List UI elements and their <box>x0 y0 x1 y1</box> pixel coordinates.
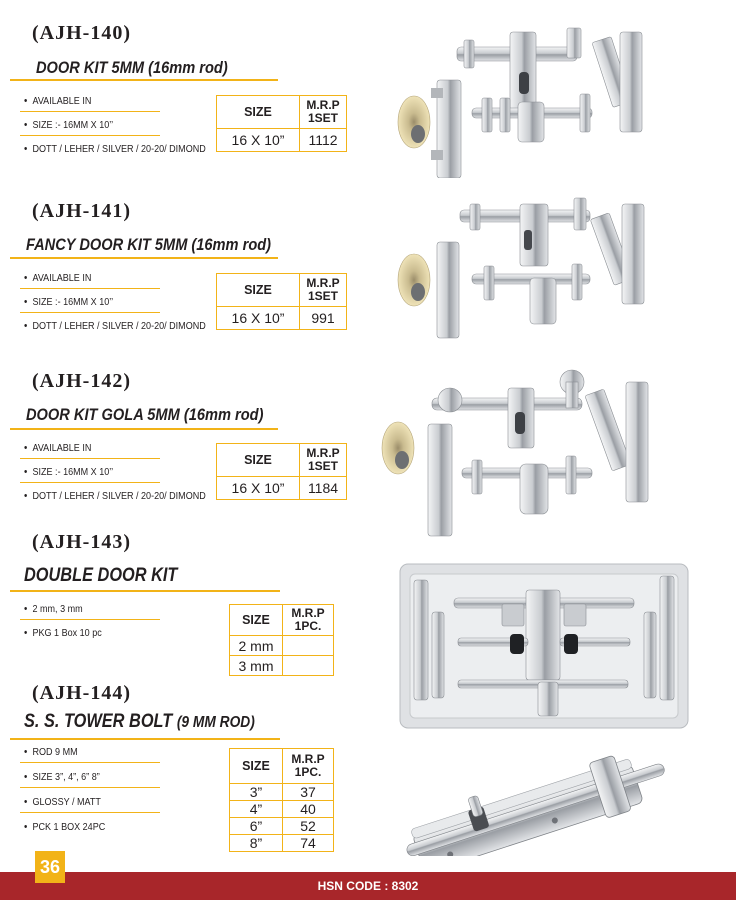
feature-item: • DOTT / LEHER / SILVER / 20-20/ DIMOND <box>24 488 206 504</box>
divider <box>20 458 160 459</box>
mrp-cell: 37 <box>283 784 334 801</box>
feature-item: • SIZE :- 16MM X 10’’ <box>24 464 206 480</box>
product-image-door-kit <box>392 10 718 178</box>
size-header: SIZE <box>217 444 300 477</box>
mrp-cell: 52 <box>283 818 334 835</box>
feature-item: • PCK 1 BOX 24PC <box>24 819 105 835</box>
feature-item: • SIZE :- 16MM X 10’’ <box>24 117 206 133</box>
hsn-code: HSN CODE : 8302 <box>317 879 419 893</box>
feature-item: • SIZE :- 16MM X 10’’ <box>24 294 206 310</box>
title-underline <box>10 738 280 740</box>
price-table <box>216 443 347 500</box>
feature-item: • AVAILABLE IN <box>24 270 206 286</box>
size-cell: 16 X 10” <box>217 477 300 500</box>
size-header: SIZE <box>217 274 300 307</box>
feature-item: • DOTT / LEHER / SILVER / 20-20/ DIMOND <box>24 318 206 334</box>
product-image-double-door-kit <box>398 562 690 730</box>
product-code: (AJH-144) <box>32 682 131 704</box>
divider <box>20 762 160 763</box>
feature-item: • SIZE 3”, 4”, 6” 8” <box>24 769 105 785</box>
product-title: S. S. TOWER BOLT (9 MM ROD) <box>24 711 255 732</box>
price-table <box>229 748 334 852</box>
mrp-cell: 40 <box>283 801 334 818</box>
feature-item: • AVAILABLE IN <box>24 93 206 109</box>
divider <box>20 288 160 289</box>
title-underline <box>10 590 280 592</box>
product-code: (AJH-143) <box>32 531 131 553</box>
size-cell: 3” <box>230 784 283 801</box>
mrp-header: M.R.P 1PC. <box>283 605 334 636</box>
product-title: DOOR KIT GOLA 5MM (16mm rod) <box>26 405 264 424</box>
size-cell: 4” <box>230 801 283 818</box>
mrp-cell <box>283 636 334 656</box>
mrp-header: M.R.P 1SET <box>300 96 347 129</box>
divider <box>20 312 160 313</box>
size-cell: 3 mm <box>230 656 283 676</box>
product-title: FANCY DOOR KIT 5MM (16mm rod) <box>26 235 272 254</box>
title-underline <box>10 257 278 259</box>
feature-item: • DOTT / LEHER / SILVER / 20-20/ DIMOND <box>24 141 206 157</box>
mrp-cell: 1184 <box>300 477 347 500</box>
divider <box>20 812 160 813</box>
product-image-fancy-door-kit <box>392 190 718 350</box>
feature-list <box>24 601 114 641</box>
product-title: DOOR KIT 5MM (16mm rod) <box>36 58 228 77</box>
page-number: 36 <box>35 851 65 883</box>
price-table <box>216 273 347 330</box>
price-table <box>216 95 347 152</box>
divider <box>20 482 160 483</box>
size-header: SIZE <box>230 605 283 636</box>
mrp-cell <box>283 656 334 676</box>
feature-item: • PKG 1 Box 10 pc <box>24 625 102 641</box>
title-underline <box>10 79 278 81</box>
feature-list <box>24 270 235 334</box>
feature-list <box>24 744 118 835</box>
size-cell: 16 X 10” <box>217 129 300 152</box>
mrp-cell: 1112 <box>300 129 347 152</box>
mrp-cell: 74 <box>283 835 334 852</box>
footer-bar <box>0 872 736 900</box>
mrp-header: M.R.P 1SET <box>300 274 347 307</box>
product-code: (AJH-141) <box>32 200 131 222</box>
feature-item: • GLOSSY / MATT <box>24 794 105 810</box>
mrp-header: M.R.P 1SET <box>300 444 347 477</box>
feature-list <box>24 93 235 157</box>
divider <box>20 135 160 136</box>
feature-item: • AVAILABLE IN <box>24 440 206 456</box>
feature-item: • ROD 9 MM <box>24 744 105 760</box>
product-title: DOUBLE DOOR KIT <box>24 565 178 586</box>
divider <box>20 787 160 788</box>
product-image-tower-bolt <box>400 738 670 856</box>
product-code: (AJH-140) <box>32 22 131 44</box>
title-underline <box>10 428 278 430</box>
feature-list <box>24 440 235 504</box>
size-cell: 16 X 10” <box>217 307 300 330</box>
size-cell: 6” <box>230 818 283 835</box>
size-cell: 2 mm <box>230 636 283 656</box>
feature-item: • 2 mm, 3 mm <box>24 601 102 617</box>
product-code: (AJH-142) <box>32 370 131 392</box>
size-header: SIZE <box>230 749 283 784</box>
divider <box>20 111 160 112</box>
size-header: SIZE <box>217 96 300 129</box>
divider <box>20 619 160 620</box>
mrp-header: M.R.P 1PC. <box>283 749 334 784</box>
product-image-door-kit-gola <box>370 360 720 540</box>
size-cell: 8” <box>230 835 283 852</box>
mrp-cell: 991 <box>300 307 347 330</box>
price-table <box>229 604 334 676</box>
